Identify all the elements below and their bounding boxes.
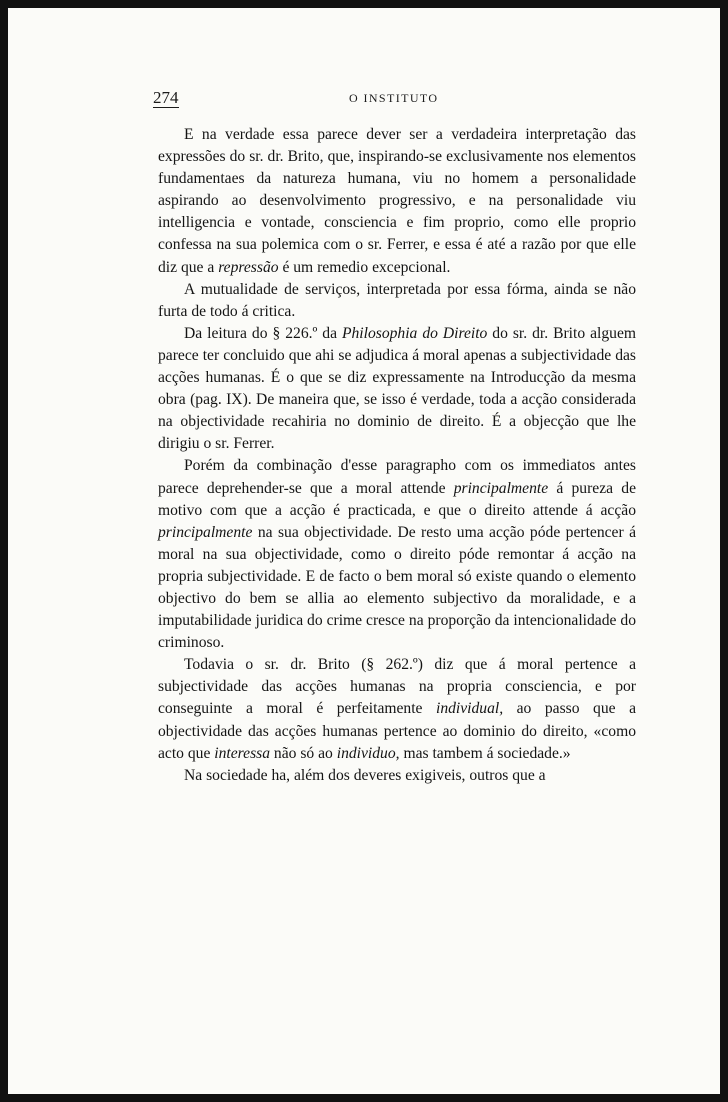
paragraph-3: Da leitura do § 226.º da Philosophia do Direito do sr. dr. Brito alguem parece ter concluido que ahi se adjudica á moral apenas a subjectividade das acções humanas. É o que se diz expressamente na Introducção da mesma obra (pag. IX). De maneira que, se isso é verdade, toda a acção considerada na objectividade recahiria no dominio de direito. É a objecção que lhe dirigiu o sr. Ferrer.	[158, 324, 636, 453]
paragraph-6: Na sociedade ha, além dos deveres exigiveis, outros que a	[184, 766, 546, 784]
page-number: 274	[153, 88, 179, 107]
italic-term: repressão	[218, 258, 279, 276]
italic-term: principalmente	[158, 523, 253, 541]
page-header	[153, 89, 637, 113]
paragraph-5: Todavia o sr. dr. Brito (§ 262.º) diz que á moral pertence a subjectividade das acções humanas na propria consciencia, e por conseguinte a moral é perfeitamente individual, ao passo que a objectividade das acções humanas pertence ao dominio do direito, «como acto que interessa não só ao individuo, mas tambem á sociedade.»	[158, 656, 636, 762]
body-text	[158, 124, 636, 787]
book-page	[8, 8, 720, 1094]
paragraph-1: E na verdade essa parece dever ser a verdadeira interpretação das expressões do sr. dr. Brito, que, inspirando-se exclusivamente nos elementos fundamentaes da natureza humana, viu no homem a personalidade aspirando ao desenvolvimento progressivo, e na personalidade viu intelligencia e vontade, consciencia e fim proprio, como elle proprio confessa na sua polemica com o sr. Ferrer, e essa é até a razão por que elle diz que a repressão é um remedio excepcional.	[158, 126, 636, 276]
italic-term: principalmente	[453, 479, 549, 497]
italic-term: Philosophia do Direito	[341, 324, 488, 342]
paragraph-2: A mutualidade de serviços, interpretada por essa fórma, ainda se não furta de todo á critica.	[158, 280, 636, 320]
paragraph-4: Porém da combinação d'esse paragrapho com os immediatos antes parece deprehender-se que a moral attende principalmente á pureza de motivo com que a acção é practicada, e que o direito attende á acção principalmente na sua objectividade. De resto uma acção póde pertencer á moral na sua objectividade, como o direito póde remontar á acção na propria subjectividade. E de facto o bem moral só existe quando o elemento objectivo do bem se allia ao elemento subjectivo da moralidade, e a imputabilidade juridica do crime cresce na proporção da intencionalidade do criminoso.	[158, 457, 636, 652]
italic-term: individuo,	[336, 744, 400, 762]
running-head: O INSTITUTO	[349, 91, 439, 105]
italic-term: interessa	[214, 744, 271, 762]
italic-term: individual,	[435, 700, 504, 718]
